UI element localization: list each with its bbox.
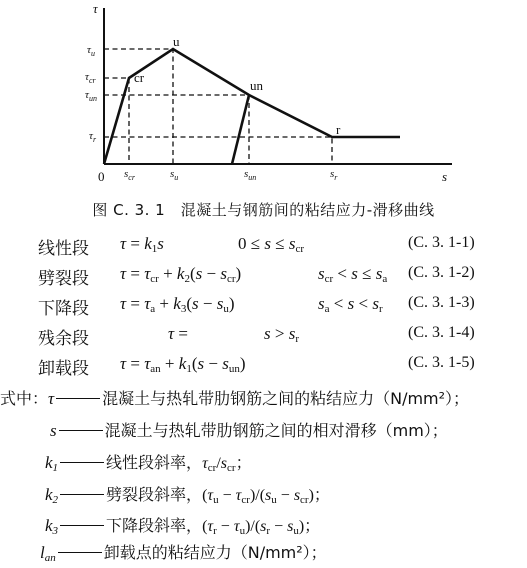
equation-row-unloading: [0, 354, 527, 380]
x-tick-s-u: $s_u$: [170, 168, 179, 182]
segment-name: 线性段: [38, 239, 89, 259]
definition-expression: $(\tau_r - \tau_u)/(s_r - s_u)$；: [202, 518, 321, 537]
definition-expression: $\tau_{cr}/s_{cr}$；: [202, 455, 252, 474]
equation-number: (C. 3. 1-4): [408, 324, 475, 341]
equation-number: (C. 3. 1-5): [408, 354, 475, 371]
definition-dash: [60, 494, 104, 495]
definition-symbol: $k_3$: [45, 516, 59, 537]
bond-slip-curve-figure: [0, 0, 527, 200]
y-tick-tau-cr: $\tau_{cr}$: [85, 71, 96, 85]
definition-dash: [59, 430, 103, 431]
definition-text: 卸载点的粘结应力（N/mm²）；: [103, 543, 327, 562]
definition-k3: [45, 513, 320, 541]
y-tick-tau-r: $\tau_r$: [89, 130, 97, 144]
definition-expression: $(\tau_u - \tau_{cr})/(s_u - s_{cr})$；: [202, 487, 330, 506]
definition-s: [50, 418, 448, 446]
segment-name: 劈裂段: [38, 269, 89, 289]
equation-row-splitting: [0, 264, 527, 290]
x-axis-label: s: [442, 169, 448, 184]
definition-symbol: $k_2$: [45, 485, 59, 506]
equation-formula: $\tau = \tau_{cr} + k_2(s - s_{cr})$: [120, 264, 242, 285]
equation-number: (C. 3. 1-2): [408, 264, 475, 281]
figure-caption: 图 C. 3. 1 混凝土与钢筋间的粘结应力-滑移曲线: [92, 201, 435, 219]
equation-condition: $0 \le s \le s_{cr}$: [238, 234, 304, 255]
definition-dash: [60, 462, 104, 463]
envelope-curve: [104, 49, 400, 164]
equation-row-residual: [0, 324, 527, 350]
point-label-un: un: [250, 78, 263, 93]
equation-row-linear: [0, 234, 527, 260]
definition-k1: [45, 450, 252, 478]
x-tick-s-un: $s_{un}$: [244, 168, 257, 182]
y-axis-label: τ: [93, 1, 98, 16]
definition-text: 线性段斜率，: [106, 453, 203, 472]
x-tick-s-cr: $s_{cr}$: [124, 168, 135, 182]
unloading-line: [232, 95, 249, 164]
guide-un: [104, 95, 249, 164]
point-label-r: r: [336, 122, 341, 137]
equation-number: (C. 3. 1-3): [408, 294, 475, 311]
definition-text: 下降段斜率，: [106, 516, 203, 535]
definition-symbol: $k_1$: [45, 453, 59, 474]
equation-condition: $s_a < s < s_r$: [318, 294, 383, 315]
definition-text: 混凝土与热轧带肋钢筋之间的相对滑移（mm）；: [104, 421, 448, 440]
guide-r: [104, 137, 332, 164]
definition-dash: [60, 525, 104, 526]
definitions-prefix: 式中：: [0, 389, 49, 408]
y-tick-tau-un: $\tau_{un}$: [85, 89, 97, 103]
equation-formula: $\tau = k_1s$: [120, 234, 164, 255]
equation-formula: $\tau = \tau_{an} + k_1(s - s_{un})$: [120, 354, 246, 375]
segment-name: 残余段: [38, 329, 89, 349]
point-label-cr: cr: [134, 70, 145, 85]
equation-condition: $s > s_r$: [264, 324, 300, 345]
definition-symbol: τ: [48, 389, 55, 408]
segment-name: 下降段: [38, 299, 89, 319]
definition-symbol: s: [50, 421, 57, 440]
guide-u: [104, 49, 173, 164]
point-label-u: u: [173, 34, 180, 49]
x-tick-s-r: $s_r$: [330, 168, 338, 182]
definition-text: 劈裂段斜率，: [106, 485, 203, 504]
definition-dash: [56, 398, 100, 399]
y-tick-tau-u: $\tau_u$: [87, 44, 95, 58]
definition-k2: [45, 482, 330, 510]
definition-lan: [40, 540, 327, 568]
equation-condition: $s_{cr} < s \le s_a$: [318, 264, 388, 285]
equation-formula: $\tau = \tau_a + k_3(s - s_u)$: [120, 294, 235, 315]
definition-text: 混凝土与热轧带肋钢筋之间的粘结应力（N/mm²）；: [102, 389, 470, 408]
definition-symbol: $l_{an}$: [40, 543, 56, 564]
equation-formula: τ =: [168, 324, 188, 343]
origin-label: 0: [98, 169, 105, 184]
definition-dash: [58, 552, 102, 553]
equation-row-descending: [0, 294, 527, 320]
segment-name: 卸载段: [38, 359, 89, 379]
equation-number: (C. 3. 1-1): [408, 234, 475, 251]
definition-tau: [0, 386, 469, 414]
